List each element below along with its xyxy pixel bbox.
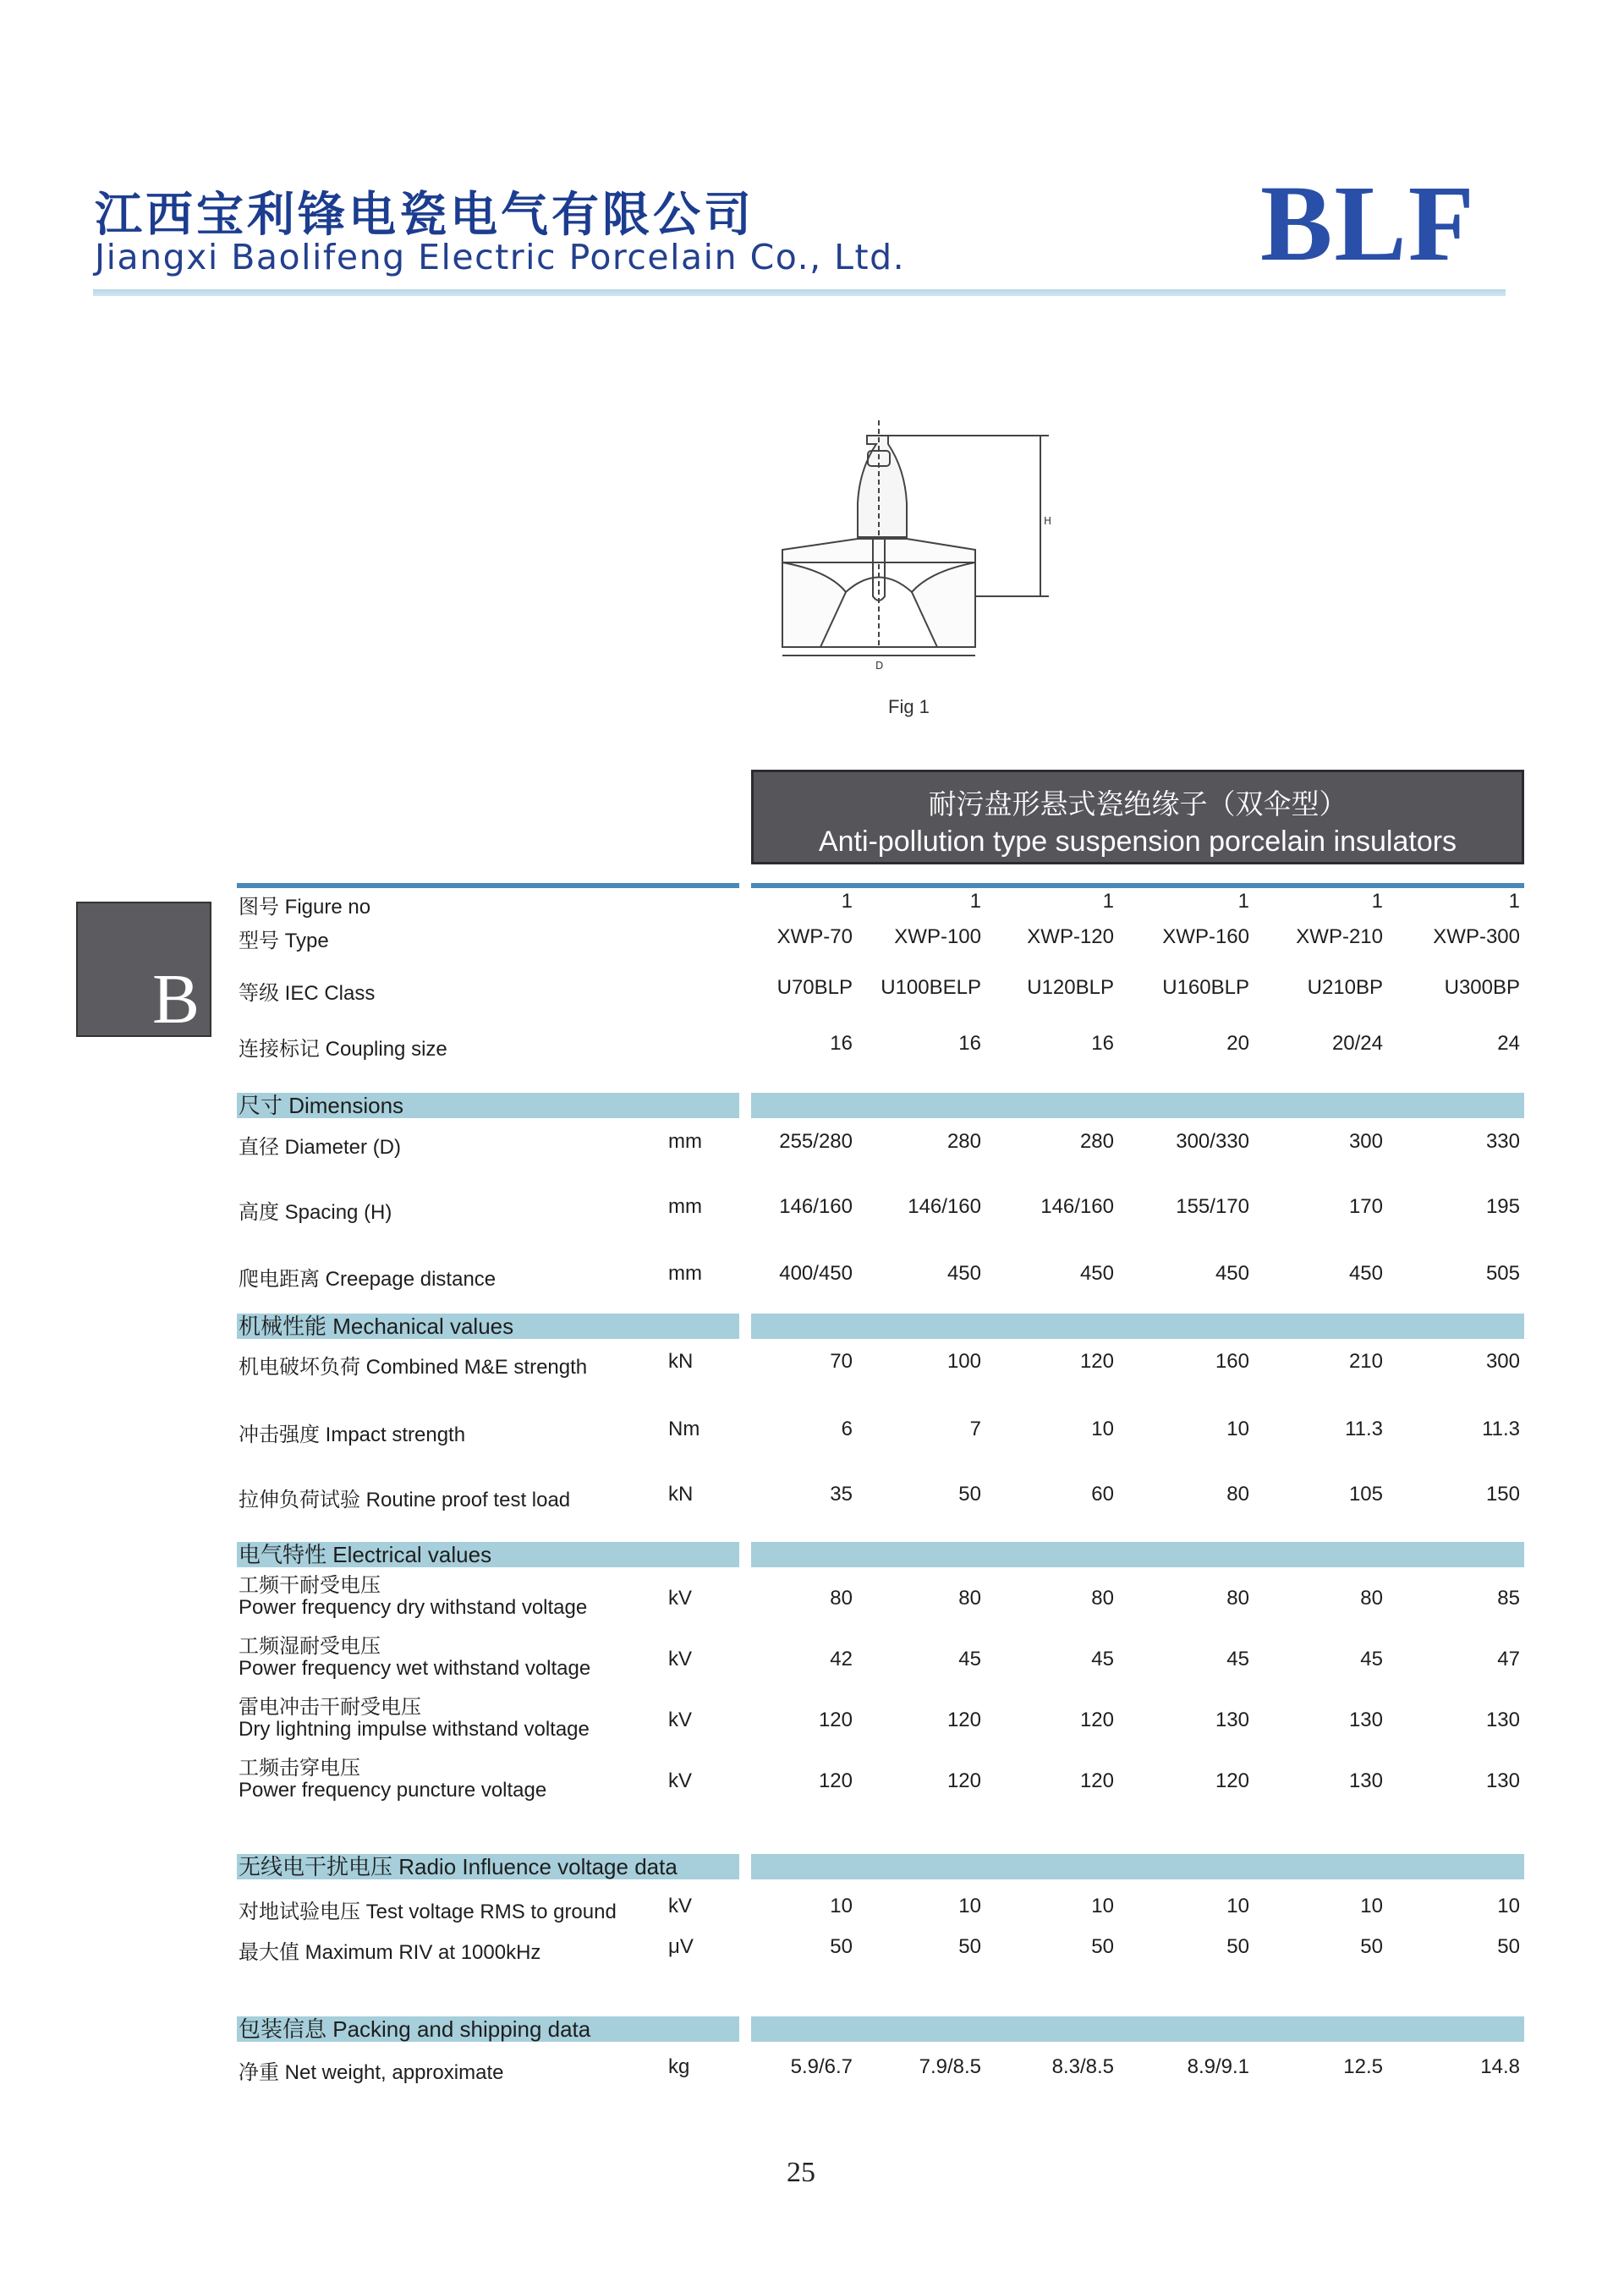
cell: 7.9/8.5 [919,2055,981,2078]
row-label: 图号 Figure no [239,896,371,919]
row-label [239,1636,590,1680]
row-label-en: Power frequency wet withstand voltage [239,1657,591,1680]
cell: 120 [946,1769,981,1792]
unit: kV [668,1895,693,1917]
cell: 10 [1360,1895,1383,1917]
unit: kV [668,1769,693,1792]
row-label: 高度 Spacing (H) [239,1201,392,1224]
cell: XWP-70 [776,925,853,948]
cell: 120 [1215,1769,1249,1792]
section-bar-mechanical-right [751,1314,1524,1339]
section-title-mechanical: 机械性能 Mechanical values [239,1314,514,1339]
cell: 85 [1497,1587,1520,1610]
cell: 14.8 [1480,2055,1520,2078]
row-label [239,1575,587,1619]
cell: U100BELP [881,976,981,999]
row-label-en: Power frequency puncture voltage [239,1779,547,1802]
cell: 11.3 [1345,1418,1383,1440]
cell: 24 [1497,1032,1520,1055]
row-label [239,1697,590,1741]
cell: 10 [1091,1895,1114,1917]
section-tab-letter: B [151,960,200,1039]
unit: mm [668,1262,702,1285]
cell: XWP-160 [1162,925,1249,948]
cell: XWP-300 [1433,925,1520,948]
cell: 195 [1485,1195,1520,1218]
cell: 300/330 [1176,1130,1249,1153]
unit: kV [668,1709,693,1731]
section-title-electrical: 电气特性 Electrical values [239,1542,492,1567]
cell: 80 [830,1587,853,1610]
cell: 210 [1348,1350,1383,1373]
cell: U300BP [1444,976,1520,999]
row-label: 对地试验电压 Test voltage RMS to ground [239,1901,617,1923]
cell: 450 [1079,1262,1114,1285]
cell: 146/160 [779,1195,853,1218]
cell: XWP-100 [894,925,981,948]
unit: mm [668,1195,702,1218]
cell: 45 [1226,1648,1249,1670]
cell: 130 [1485,1709,1520,1731]
cell: 11.3 [1482,1418,1520,1440]
cell: 80 [1226,1483,1249,1506]
cell: 100 [946,1350,981,1373]
cell: 120 [818,1709,853,1731]
cell: 450 [1215,1262,1249,1285]
cell: 50 [1226,1935,1249,1958]
cell: 45 [1091,1648,1114,1670]
cell: 120 [1079,1769,1114,1792]
cell: 10 [1497,1895,1520,1917]
section-bar-electrical-right [751,1542,1524,1567]
cell: 10 [958,1895,981,1917]
cell: 280 [946,1130,981,1153]
cell: 50 [1091,1935,1114,1958]
cell: 20 [1226,1032,1249,1055]
cell: 1 [1237,890,1249,913]
cell: 16 [958,1032,981,1055]
cell: 146/160 [908,1195,981,1218]
cell: 50 [958,1935,981,1958]
row-label-cn: 工频干耐受电压 [239,1574,381,1597]
cell: 330 [1485,1130,1520,1153]
row-label: 冲击强度 Impact strength [239,1423,466,1446]
cell: 70 [830,1350,853,1373]
cell: 130 [1485,1769,1520,1792]
table-top-rule-left [237,883,739,888]
cell: 146/160 [1040,1195,1114,1218]
cell: 120 [946,1709,981,1731]
cell: 10 [1226,1418,1249,1440]
unit: kN [668,1350,694,1373]
cell: 130 [1348,1709,1383,1731]
row-label: 爬电距离 Creepage distance [239,1268,497,1291]
cell: 12.5 [1343,2055,1383,2078]
row-label-en: Dry lightning impulse withstand voltage [239,1718,590,1741]
cell: 300 [1485,1350,1520,1373]
row-label: 净重 Net weight, approximate [239,2061,504,2084]
page-number: 25 [787,2157,815,2188]
section-tab [76,902,211,1037]
cell: 8.9/9.1 [1187,2055,1249,2078]
cell: 150 [1485,1483,1520,1506]
row-label-cn: 工频击穿电压 [239,1757,360,1780]
cell: 80 [1091,1587,1114,1610]
unit: kV [668,1587,693,1610]
cell: 155/170 [1176,1195,1249,1218]
row-label-en: Power frequency dry withstand voltage [239,1596,588,1619]
row-label: 最大值 Maximum RIV at 1000kHz [239,1941,541,1964]
section-title-radio: 无线电干扰电压 Radio Influence voltage data [239,1854,678,1879]
cell: 300 [1348,1130,1383,1153]
header-divider [93,289,1506,296]
row-label-cn: 工频湿耐受电压 [239,1635,381,1658]
row-label: 型号 Type [239,930,329,952]
row-label: 连接标记 Coupling size [239,1038,447,1061]
section-bar-packing-right [751,2016,1524,2042]
cell: 105 [1348,1483,1383,1506]
company-name-cn: 江西宝利锋电瓷电气有限公司 [95,187,754,243]
unit: Nm [668,1418,700,1440]
cell: 120 [1079,1709,1114,1731]
row-label: 机电破坏负荷 Combined M&E strength [239,1356,588,1379]
cell: 80 [1360,1587,1383,1610]
cell: 160 [1215,1350,1249,1373]
row-label [239,1758,546,1802]
cell: 45 [1360,1648,1383,1670]
company-name-en: Jiangxi Baolifeng Electric Porcelain Co., Ltd. [95,237,906,277]
cell: 10 [830,1895,853,1917]
row-label: 等级 IEC Class [239,982,376,1005]
product-title-box [751,770,1524,864]
cell: 50 [830,1935,853,1958]
cell: 130 [1348,1769,1383,1792]
cell: 45 [958,1648,981,1670]
row-label: 直径 Diameter (D) [239,1136,402,1159]
cell: 6 [841,1418,853,1440]
cell: 5.9/6.7 [790,2055,853,2078]
table-top-rule-right [751,883,1524,888]
cell: 16 [1091,1032,1114,1055]
dimension-label-d: D [875,660,884,672]
cell: 47 [1497,1648,1520,1670]
dimension-label-h: H [1044,515,1052,527]
cell: 280 [1079,1130,1114,1153]
cell: 8.3/8.5 [1051,2055,1114,2078]
cell: 50 [958,1483,981,1506]
cell: 1 [1371,890,1383,913]
product-title-en: Anti-pollution type suspension porcelain insulators [818,826,1457,858]
insulator-drawing [761,419,1083,672]
cell: 42 [830,1648,853,1670]
section-bar-dimensions-right [751,1093,1524,1118]
cell: U210BP [1307,976,1383,999]
cell: 50 [1360,1935,1383,1958]
section-title-packing: 包装信息 Packing and shipping data [239,2016,591,2042]
figure-caption: Fig 1 [888,696,930,717]
section-bar-radio-right [751,1854,1524,1879]
cell: 120 [818,1769,853,1792]
cell: 10 [1091,1418,1114,1440]
cell: 130 [1215,1709,1249,1731]
cell: 60 [1091,1483,1114,1506]
cell: 505 [1485,1262,1520,1285]
cell: 1 [1102,890,1114,913]
cell: U120BLP [1027,976,1114,999]
product-title-cn: 耐污盘形悬式瓷绝缘子（双伞型） [928,787,1347,820]
cell: 35 [830,1483,853,1506]
unit: kN [668,1483,694,1506]
section-title-dimensions: 尺寸 Dimensions [239,1093,404,1118]
cell: 1 [841,890,853,913]
cell: 450 [1348,1262,1383,1285]
cell: 1 [969,890,981,913]
cell: 170 [1348,1195,1383,1218]
unit: mm [668,1130,702,1153]
unit: kg [668,2055,690,2078]
cell: U70BLP [776,976,853,999]
cell: 7 [969,1418,981,1440]
cell: 50 [1497,1935,1520,1958]
cell: 400/450 [779,1262,853,1285]
company-logo: BLF [1260,163,1476,283]
cell: 80 [958,1587,981,1610]
cell: 20/24 [1331,1032,1383,1055]
cell: 80 [1226,1587,1249,1610]
cell: 1 [1508,890,1520,913]
row-label: 拉伸负荷试验 Routine proof test load [239,1489,571,1511]
cell: XWP-120 [1027,925,1114,948]
cell: 120 [1079,1350,1114,1373]
row-label-cn: 雷电冲击干耐受电压 [239,1696,421,1719]
cell: 255/280 [779,1130,853,1153]
cell: 16 [830,1032,853,1055]
cell: U160BLP [1162,976,1249,999]
cell: XWP-210 [1296,925,1383,948]
cell: 450 [946,1262,981,1285]
cell: 10 [1226,1895,1249,1917]
unit: μV [668,1935,694,1958]
unit: kV [668,1648,693,1670]
